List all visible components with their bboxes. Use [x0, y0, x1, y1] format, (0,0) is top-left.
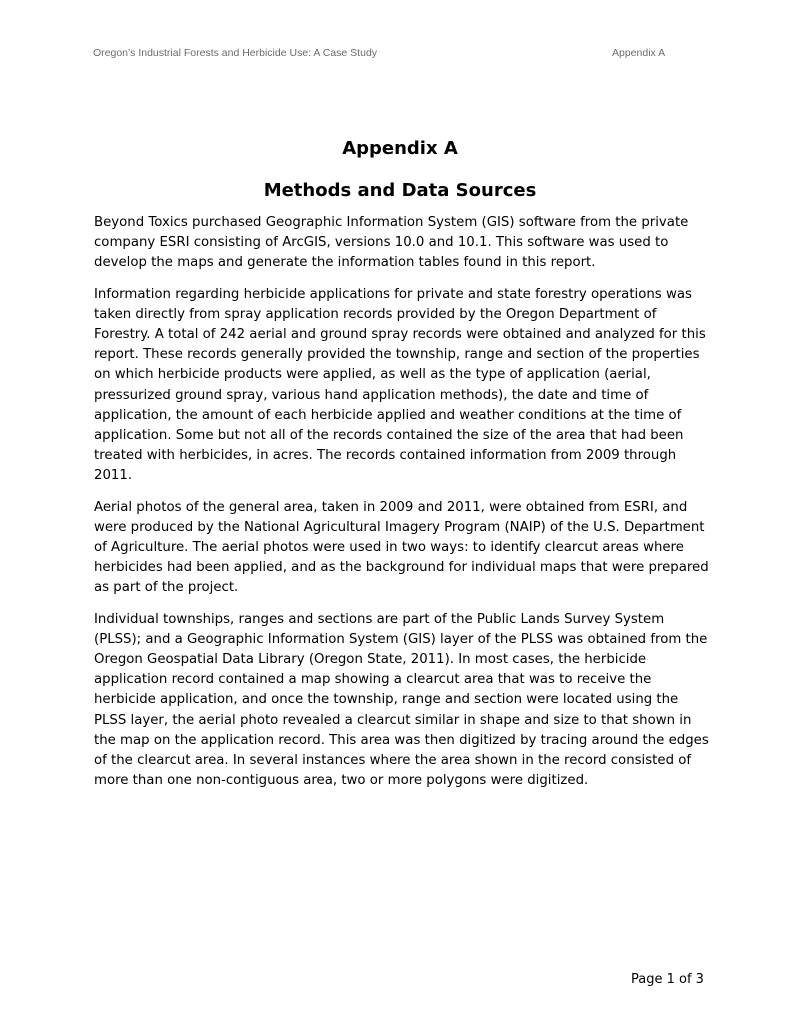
- header-section-label: Appendix A: [612, 47, 666, 59]
- page-title: Appendix A: [342, 138, 458, 160]
- running-header: [93, 47, 673, 63]
- paragraph-plss-digitizing: Individual townships, ranges and sections are part of the Public Lands Survey System (PLSS); and a Geographic Information System (GIS) layer of the PLSS was obtained from the Oregon Geospatial Data Library (Oregon State, 2011). In most cases, the herbicide application record contained a map showing a clearcut area that was to receive the herbicide application, and once the township, range and section were located using the PLSS layer, the aerial photo revealed a clearcut similar in shape and size to that shown in the map on the application record. This area was then digitized by tracing around the edges of the clearcut area. In several instances where the area shown in the record consisted of more than one non-contiguous area, two or more polygons were digitized.: [94, 611, 709, 789]
- body-text: [94, 213, 714, 802]
- page-number: Page 1 of 3: [631, 972, 704, 987]
- paragraph-gis-software: Beyond Toxics purchased Geographic Information System (GIS) software from the private company ESRI consisting of ArcGIS, versions 10.0 and 10.1. This software was used to develop the maps and generate the information tables found in this report.: [94, 215, 689, 271]
- paragraph-aerial-photos: Aerial photos of the general area, taken in 2009 and 2011, were obtained from ESRI, and were produced by the National Agricultural Imagery Program (NAIP) of the U.S. Department of Agriculture. The aerial photos were used in two ways: to identify clearcut areas where herbicides had been applied, and as the background for individual maps that were prepared as part of the project.: [94, 499, 709, 596]
- header-document-title: Oregon’s Industrial Forests and Herbicide Use: A Case Study: [93, 47, 378, 59]
- paragraph-spray-records: Information regarding herbicide applications for private and state forestry operations was taken directly from spray application records provided by the Oregon Department of Forestry. A total of 242 aerial and ground spray records were obtained and analyzed for this report. These records generally provided the township, range and section of the properties on which herbicide products were applied, as well as the type of application (aerial, pressurized ground spray, various hand application methods), the date and time of application, the amount of each herbicide applied and weather conditions at the time of application. Some but not all of the records contained the size of the area that had been treated with herbicides, in acres. The records contained information from 2009 through 2011.: [94, 286, 706, 484]
- page-subtitle: Methods and Data Sources: [263, 179, 537, 201]
